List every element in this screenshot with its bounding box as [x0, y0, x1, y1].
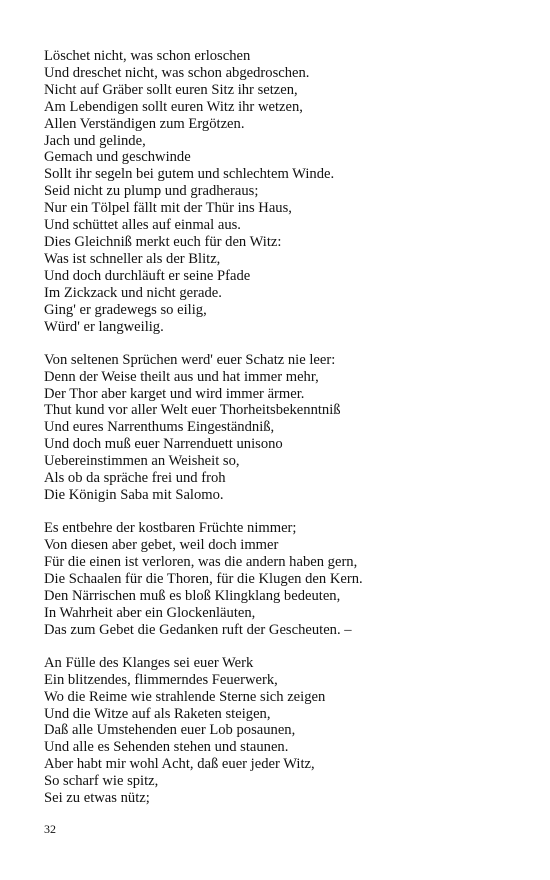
stanza-1 [44, 48, 524, 335]
poem-line: Und eures Narrenthums Eingeständniß, [44, 419, 275, 436]
poem-line: Im Zickzack und nicht gerade. [44, 284, 222, 301]
poem-line: Für die einen ist verloren, was die andern haben gern, [44, 553, 358, 570]
poem-line: Und schüttet alles auf einmal aus. [44, 217, 241, 234]
poem-line: Das zum Gebet die Gedanken ruft der Gescheuten. – [44, 621, 352, 638]
poem-line: Von diesen aber gebet, weil doch immer [44, 537, 279, 554]
poem-line: Am Lebendigen sollt euren Witz ihr wetzen, [44, 98, 303, 115]
poem-line: Und doch durchläuft er seine Pfade [44, 267, 251, 284]
poem-line: Gemach und geschwinde [44, 149, 191, 166]
poem-line: Den Närrischen muß es bloß Klingklang bedeuten, [44, 587, 341, 604]
poem-line: Löschet nicht, was schon erloschen [44, 48, 251, 64]
poem-line: Ein blitzendes, flimmerndes Feuerwerk, [44, 671, 278, 688]
poem-line: Was ist schneller als der Blitz, [44, 250, 221, 267]
poem-line: Ging' er gradewegs so eilig, [44, 301, 207, 318]
poem-line: Als ob da spräche frei und froh [44, 470, 226, 487]
page-number: 32 [44, 822, 56, 836]
poem-line: Nur ein Tölpel fällt mit der Thür ins Haus, [44, 200, 292, 217]
poem-line: So scharf wie spitz, [44, 773, 159, 790]
poem-line: Die Königin Saba mit Salomo. [44, 486, 224, 503]
stanza-2 [44, 352, 524, 504]
poem-line: Von seltenen Sprüchen werd' euer Schatz nie leer: [44, 351, 336, 368]
poem-line: Und die Witze auf als Raketen steigen, [44, 705, 271, 722]
poem-line: Würd' er langweilig. [44, 318, 164, 335]
poem-line: An Fülle des Klanges sei euer Werk [44, 654, 254, 671]
poem-line: Denn der Weise theilt aus und hat immer mehr, [44, 368, 319, 385]
poem-text [44, 48, 524, 823]
poem-line: Allen Verständigen zum Ergötzen. [44, 115, 245, 132]
poem-line: Nicht auf Gräber sollt euren Sitz ihr setzen, [44, 81, 298, 98]
poem-line: Der Thor aber karget und wird immer ärmer. [44, 385, 305, 402]
poem-line: Sollt ihr segeln bei gutem und schlechtem Winde. [44, 166, 335, 183]
poem-line: Dies Gleichniß merkt euch für den Witz: [44, 233, 282, 250]
poem-line: Und doch muß euer Narrenduett unisono [44, 436, 283, 453]
stanza-4 [44, 655, 524, 807]
poem-line: Und alle es Sehenden stehen und staunen. [44, 739, 289, 756]
poem-line: Uebereinstimmen an Weisheit so, [44, 453, 240, 470]
poem-line: Thut kund vor aller Welt euer Thorheitsbekenntniß [44, 402, 341, 419]
poem-line: Daß alle Umstehenden euer Lob posaunen, [44, 722, 296, 739]
poem-line: Seid nicht zu plump und gradheraus; [44, 183, 259, 200]
poem-line: In Wahrheit aber ein Glockenläuten, [44, 604, 256, 621]
poem-line: Wo die Reime wie strahlende Sterne sich zeigen [44, 688, 326, 705]
poem-line: Es entbehre der kostbaren Früchte nimmer; [44, 520, 297, 537]
poem-line: Jach und gelinde, [44, 132, 146, 149]
poem-line: Aber habt mir wohl Acht, daß euer jeder Witz, [44, 756, 315, 773]
poem-line: Und dreschet nicht, was schon abgedroschen. [44, 64, 310, 81]
stanza-3 [44, 520, 524, 638]
poem-line: Sei zu etwas nütz; [44, 790, 150, 807]
poem-line: Die Schaalen für die Thoren, für die Klugen den Kern. [44, 570, 363, 587]
